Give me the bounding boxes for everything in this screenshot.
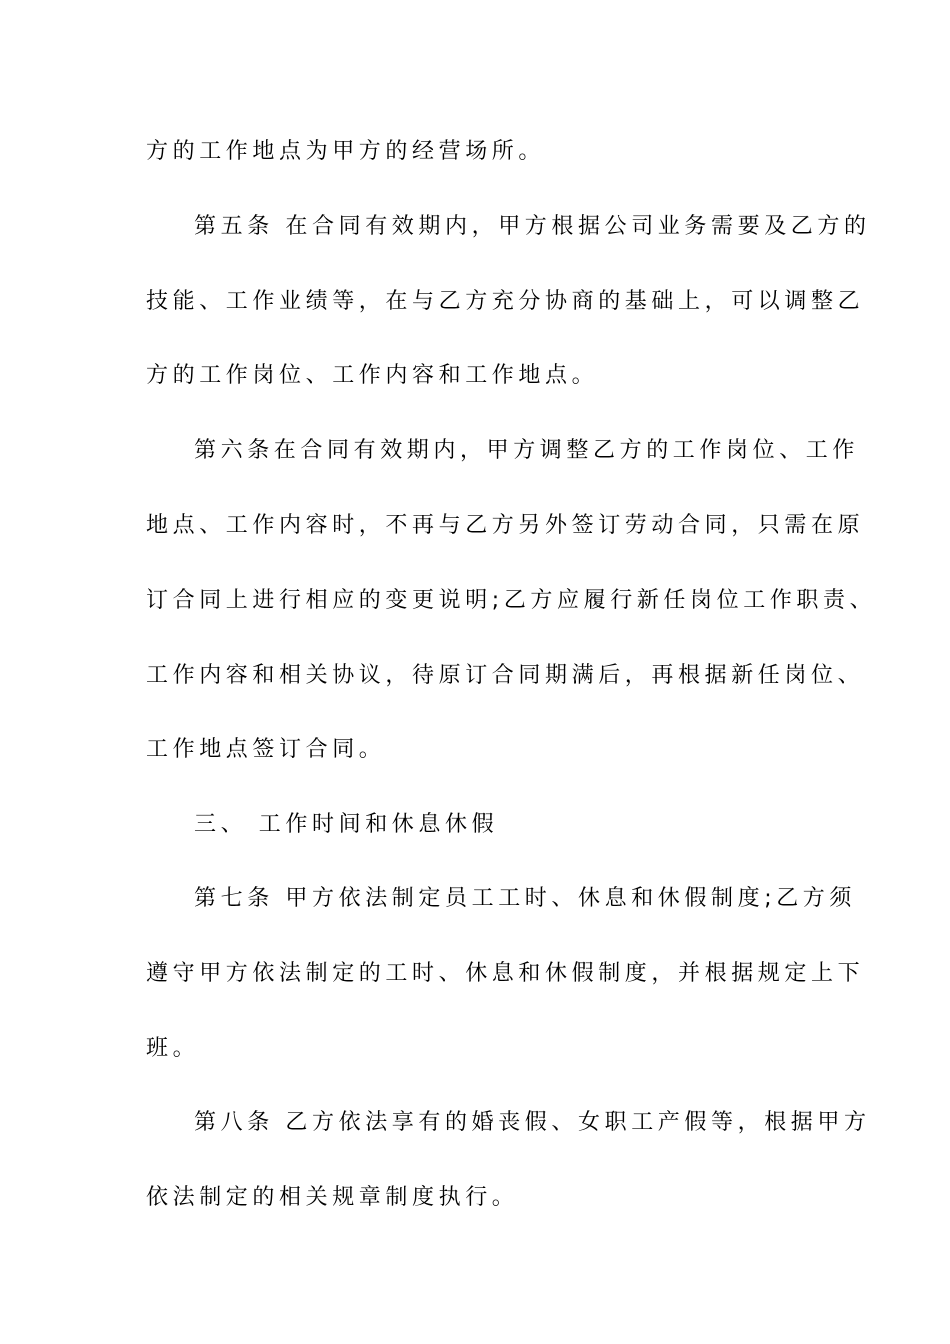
text-line: 方的工作地点为甲方的经营场所。 <box>146 139 546 164</box>
article-8-heading-line: 第八条 乙方依法享有的婚丧假、女职工产假等，根据甲方 <box>194 1110 871 1135</box>
text-line: 方的工作岗位、工作内容和工作地点。 <box>146 363 599 388</box>
section-3-heading: 三、 工作时间和休息休假 <box>194 812 499 837</box>
text-line: 遵守甲方依法制定的工时、休息和休假制度，并根据规定上下 <box>146 961 865 986</box>
text-line: 班。 <box>146 1036 200 1061</box>
article-7-heading-line: 第七条 甲方依法制定员工工时、休息和休假制度;乙方须 <box>194 886 857 911</box>
text-line: 依法制定的相关规章制度执行。 <box>146 1185 519 1210</box>
text-line: 工作内容和相关协议，待原订合同期满后，再根据新任岗位、 <box>146 663 865 688</box>
text-line: 地点、工作内容时，不再与乙方另外签订劳动合同，只需在原 <box>146 513 865 538</box>
text-line: 订合同上进行相应的变更说明;乙方应履行新任岗位工作职责、 <box>146 588 877 613</box>
article-5-heading-line: 第五条 在合同有效期内，甲方根据公司业务需要及乙方的 <box>194 214 871 239</box>
text-line: 工作地点签订合同。 <box>146 737 386 762</box>
article-6-heading-line: 第六条在合同有效期内，甲方调整乙方的工作岗位、工作 <box>194 438 860 463</box>
text-line: 技能、工作业绩等，在与乙方充分协商的基础上，可以调整乙 <box>146 289 865 314</box>
